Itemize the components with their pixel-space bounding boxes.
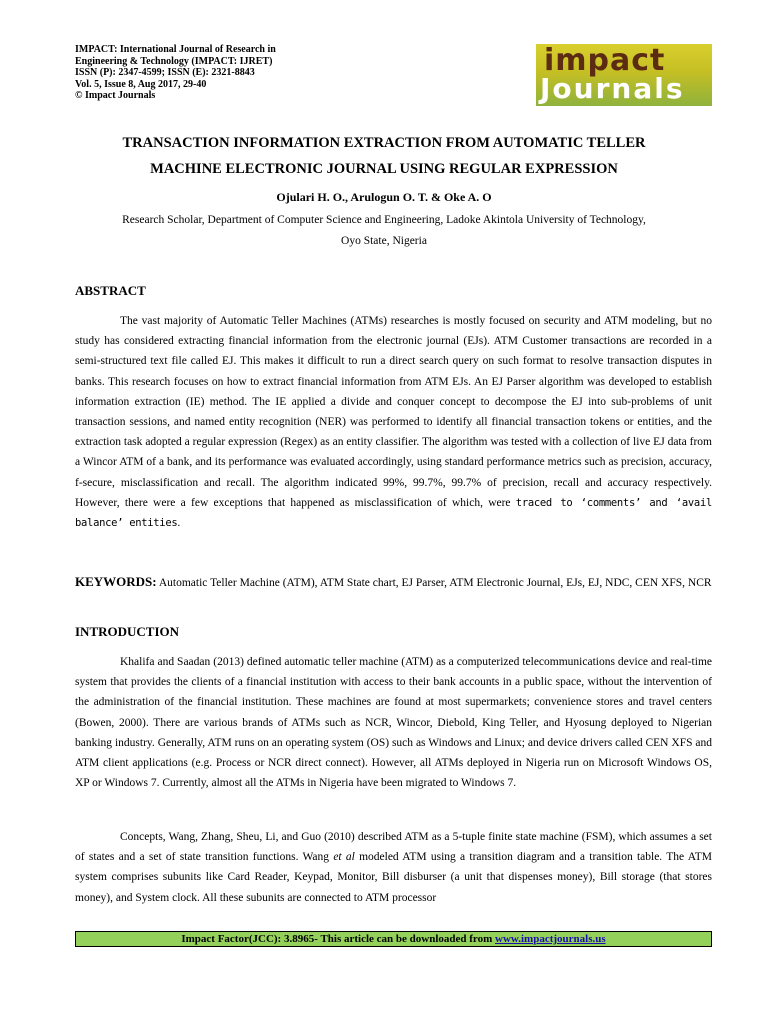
footer-text: Impact Factor(JCC): 3.8965- This article can be downloaded from xyxy=(181,933,496,945)
journal-info xyxy=(75,44,375,102)
logo-text-top: impact xyxy=(544,44,666,78)
title-line-1: TRANSACTION INFORMATION EXTRACTION FROM AUTOMATIC TELLER xyxy=(122,135,646,151)
abstract-text xyxy=(75,311,712,533)
intro-p2-b: modeled ATM using a transition diagram and a transition table. The ATM system comprises subunits like Card Reader, Keypad, Monitor, Bill disburser (a unit that dispenses money), Bill storage (that stores money), and System clock. All these subunits are connected to ATM processor xyxy=(75,851,713,904)
journal-line: ISSN (P): 2347-4599; ISSN (E): 2321-8843 xyxy=(75,67,255,78)
intro-p2-italic: et al xyxy=(333,851,355,864)
logo-text-bottom: Journals xyxy=(540,72,685,105)
keywords xyxy=(75,572,712,593)
abstract-end: . xyxy=(177,517,181,530)
footer-bar xyxy=(75,931,712,947)
journal-line: Vol. 5, Issue 8, Aug 2017, 29-40 xyxy=(75,78,207,90)
introduction-paragraph-2 xyxy=(75,827,712,908)
impact-journals-logo xyxy=(536,44,712,106)
footer-link[interactable]: www.impactjournals.us xyxy=(495,933,606,945)
abstract-heading: ABSTRACT xyxy=(75,283,146,298)
journal-line: IMPACT: International Journal of Research in xyxy=(75,44,276,55)
affiliation-line-2: Oyo State, Nigeria xyxy=(341,235,427,247)
title-line-2: MACHINE ELECTRONIC JOURNAL USING REGULAR EXPRESSION xyxy=(150,161,618,177)
affiliation-line-1: Research Scholar, Department of Computer Science and Engineering, Ladoke Akintola University of Technology, xyxy=(122,214,646,226)
abstract-tail: traced to ‘comments’ and ‘avail balance’ entities xyxy=(75,496,712,530)
intro-p2-a: Concepts, Wang, Zhang, Sheu, Li, and Guo (2010) described ATM as a 5-tuple finite state machine (FSM), which assumes a set of states and a set of state transition functions. Wang xyxy=(75,831,712,864)
keywords-label: KEYWORDS: xyxy=(75,574,157,589)
keywords-text: Automatic Teller Machine (ATM), ATM State chart, EJ Parser, ATM Electronic Journal, EJs, EJ, NDC, CEN XFS, NCR xyxy=(156,577,712,589)
abstract-body: The vast majority of Automatic Teller Machines (ATMs) researches is mostly focused on security and ATM modeling, but no study has considered extracting financial information from the electronic journal (EJs). ATM Customer transactions are recorded in a semi-structured text file called EJ. This makes it difficult to run a direct search query on such format to resolve transaction disputes in banks. This research focuses on how to extract financial information from ATM EJs. An EJ Parser algorithm was developed to establish information extraction (IE) method. The IE applied a divide and conquer concept to decompose the EJ into sub-problems of unit transaction sessions, and named entity recognition (NER) was performed to identify all financial transaction tokens or entities, and the extraction task adopted a regular expression (Regex) as an entity classifier. The algorithm was tested with a collection of live EJ data from a Wincor ATM of a bank, and its performance was evaluated accordingly, using standard performance metrics such as precision, accuracy, f-secure, misclassification and recall. The algorithm indicated 99%, 99.7%, 99.7% of precision, recall and accuracy respectively. However, there were a few exceptions that happened as misclassification of which, were xyxy=(75,315,712,509)
introduction-paragraph-1: Khalifa and Saadan (2013) defined automatic teller machine (ATM) as a computerized telecommunications device and real-time system that provides the clients of a financial institution with access to their bank accounts in a public space, without the intervention of the administration of the financial institution. These machines are found at most supermarkets; convenience stores and travel centers (Bowen, 2000). There are various brands of ATMs such as NCR, Wincor, Diebold, King Teller, and Hyosung deployed to Nigerian banking industry. Generally, ATM runs on an operating system (OS) such as Windows and Linux; and device drivers called CEN XFS and ATM client applications (e.g. Process or NCR direct connect). However, all ATMs deployed in Nigeria run on Microsoft Windows OS, XP or Windows 7. Currently, almost all the ATMs in Nigeria have been migrated to Windows 7. xyxy=(75,656,712,790)
journal-line: © Impact Journals xyxy=(75,90,156,101)
authors: Ojulari H. O., Arulogun O. T. & Oke A. O xyxy=(276,190,492,204)
affiliation xyxy=(60,210,708,252)
journal-line: Engineering & Technology (IMPACT: IJRET) xyxy=(75,55,273,67)
paper-title xyxy=(60,130,708,182)
introduction-heading: INTRODUCTION xyxy=(75,624,180,639)
